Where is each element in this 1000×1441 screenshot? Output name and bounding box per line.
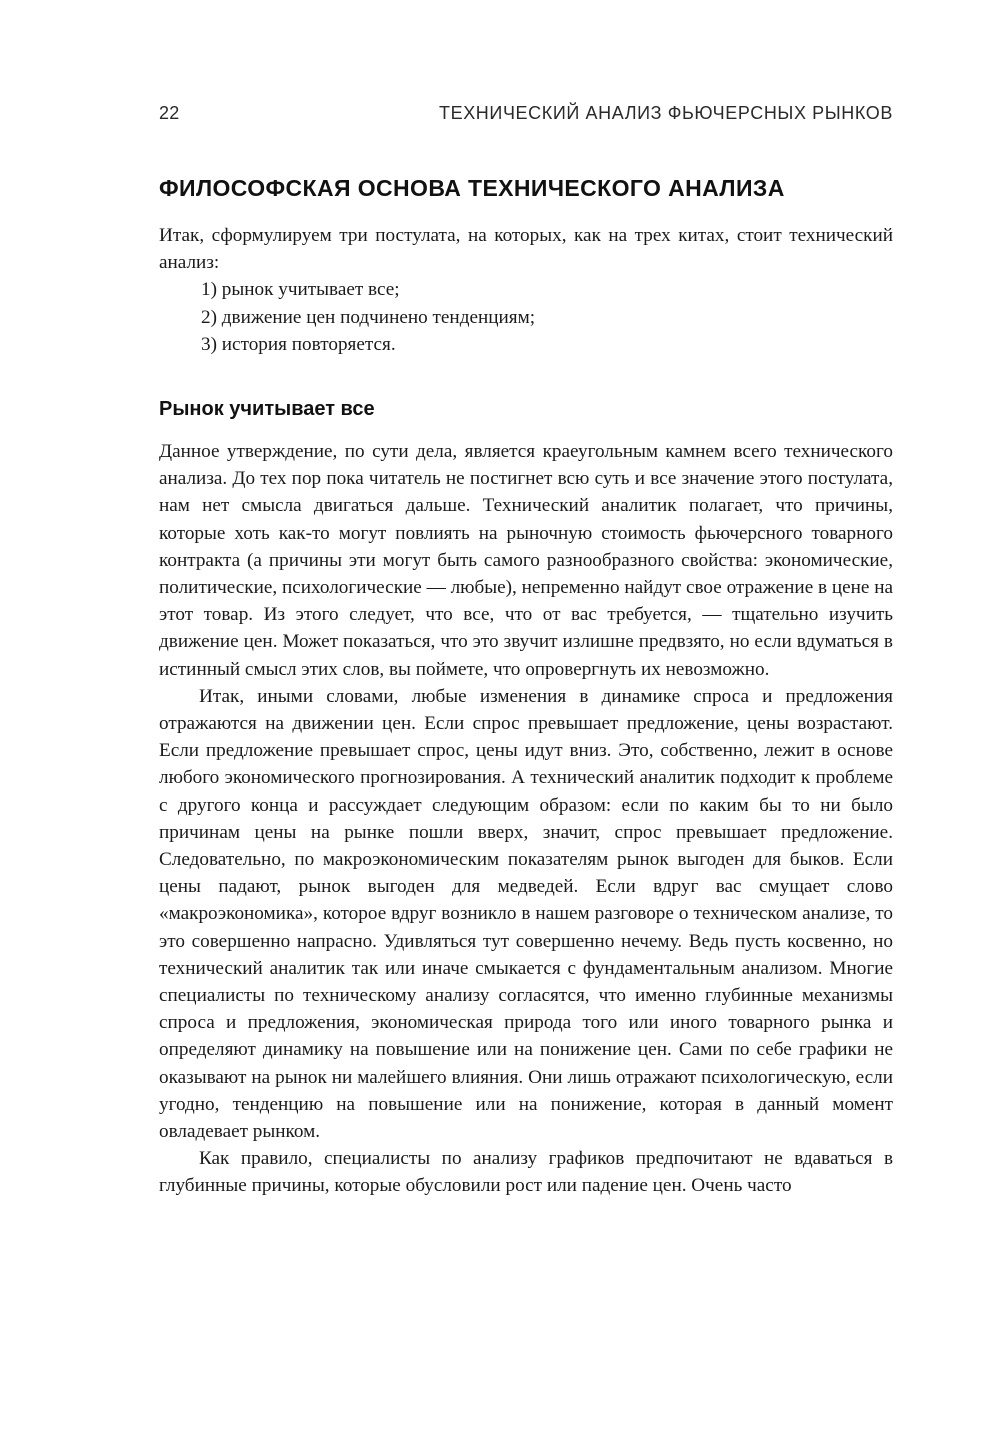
page-number: 22 bbox=[159, 103, 180, 123]
postulates-list bbox=[159, 276, 893, 358]
section-body bbox=[159, 438, 893, 1200]
intro-lead-paragraph: Итак, сформулируем три постулата, на которых, как на трех китах, стоит технический анализ: bbox=[159, 225, 893, 274]
body-paragraph: Итак, иными словами, любые изменения в динамике спроса и предложения отражаются на движении цен. Если спрос превышает предложение, цены возрастают. Если предложение превышает спрос, цены идут вниз. Это, собственно, лежит в основе любого экономического прогнозирования. А технический аналитик подходит к проблеме с другого конца и рассуждает следующим образом: если по каким бы то ни было причинам цены на рынке пошли вверх, значит, спрос превышает предложение. Следовательно, по макроэкономическим показателям рынок выгоден для быков. Если цены падают, рынок выгоден для медведей. Если вдруг вас смущает слово «макроэкономика», которое вдруг возникло в нашем разговоре о техническом анализе, то это совершенно напрасно. Удивляться тут совершенно нечему. Ведь пусть косвенно, но технический аналитик так или иначе смыкается с фундаментальным анализом. Многие специалисты по техническому анализу согласятся, что именно глубинные механизмы спроса и предложения, экономическая природа того или иного товарного рынка и определяют динамику на повышение или на понижение цен. Сами по себе графики не оказывают на рынок ни малейшего влияния. Они лишь отражают психологическую, если угодно, тенденцию на повышение или на понижение, которая в данный момент овладевает рынком. bbox=[159, 685, 893, 1143]
running-title: ТЕХНИЧЕСКИЙ АНАЛИЗ ФЬЮЧЕРСНЫХ РЫНКОВ bbox=[439, 103, 893, 123]
postulate-item: 3) история повторяется. bbox=[201, 333, 396, 355]
body-paragraph: Как правило, специалисты по анализу графиков предпочитают не вдаваться в глубинные причины, которые обусловили рост или падение цен. Очень часто bbox=[159, 1148, 893, 1197]
running-header bbox=[159, 103, 893, 129]
body-paragraph: Данное утверждение, по сути дела, является краеугольным камнем всего технического анализа. До тех пор пока читатель не постигнет всю суть и все значение этого постулата, нам нет смысла двигаться дальше. Технический аналитик полагает, что причины, которые хоть как-то могут повлиять на рыночную стоимость фьючерсного товарного контракта (а причины эти могут быть самого разнообразного свойства: экономические, политические, психологические — любые), непременно найдут свое отражение в цене на этот товар. Из этого следует, что все, что от вас требуется, — тщательно изучить движение цен. Может показаться, что это звучит излишне предвзято, но если вдуматься в истинный смысл этих слов, вы поймете, что опровергнуть их невозможно. bbox=[159, 441, 894, 680]
section-title: Рынок учитывает все bbox=[159, 398, 375, 420]
postulate-item: 1) рынок учитывает все; bbox=[201, 279, 400, 301]
intro-block bbox=[159, 222, 893, 358]
chapter-title: ФИЛОСОФСКАЯ ОСНОВА ТЕХНИЧЕСКОГО АНАЛИЗА bbox=[159, 175, 785, 201]
postulate-item: 2) движение цен подчинено тенденциям; bbox=[201, 306, 536, 328]
